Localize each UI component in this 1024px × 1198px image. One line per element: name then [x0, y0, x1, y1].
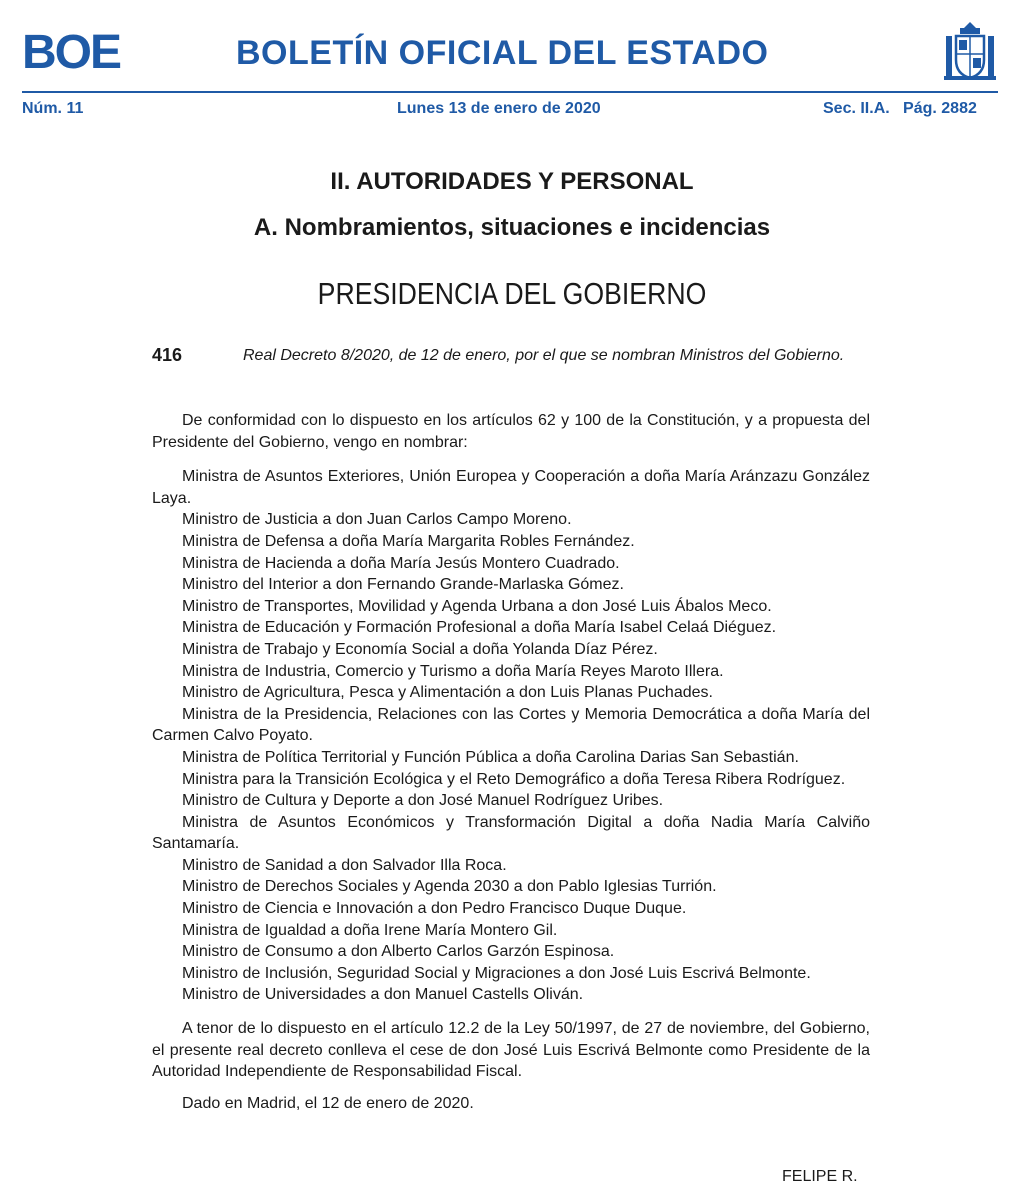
decree-title: Real Decreto 8/2020, de 12 de enero, por el que se nombran Ministros del Gobierno. — [243, 347, 845, 364]
appointment-item: Ministro de Justicia a don Juan Carlos Campo Moreno. — [182, 511, 572, 529]
appointment-item: Ministro de Ciencia e Innovación a don Pedro Francisco Duque Duque. — [182, 900, 687, 918]
appointment-item: Ministro de Derechos Sociales y Agenda 2030 a don Pablo Iglesias Turrión. — [182, 878, 717, 896]
section-title: II. AUTORIDADES Y PERSONAL — [330, 168, 694, 195]
appointment-item: Ministra de Hacienda a doña María Jesús Montero Cuadrado. — [182, 554, 620, 572]
coat-of-arms-icon — [940, 18, 1000, 84]
issue-date: Lunes 13 de enero de 2020 — [397, 100, 601, 117]
appointment-item: Ministro de Universidades a don Manuel Castells Oliván. — [182, 986, 584, 1004]
appointment-item: Ministro de Agricultura, Pesca y Alimentación a don Luis Planas Puchades. — [182, 684, 713, 702]
appointments-list — [152, 466, 870, 1006]
logo-text: BOE — [22, 26, 121, 76]
appointment-item: Ministra de Asuntos Económicos y Transformación Digital a doña Nadia María Calviño Santamaría. — [152, 813, 870, 853]
signed-at: Dado en Madrid, el 12 de enero de 2020. — [182, 1094, 474, 1112]
appointment-item: Ministra de Asuntos Exteriores, Unión Europea y Cooperación a doña María Aránzazu González Laya. — [152, 468, 870, 507]
appointment-item: Ministra para la Transición Ecológica y el Reto Demográfico a doña Teresa Ribera Rodríguez. — [182, 770, 846, 788]
appointment-item: Ministro del Interior a don Fernando Grande-Marlaska Gómez. — [182, 576, 624, 594]
document-body — [152, 410, 870, 1114]
appointment-item: Ministra de Igualdad a doña Irene María Montero Gil. — [182, 921, 558, 939]
intro-paragraph: De conformidad con lo dispuesto en los artículos 62 y 100 de la Constitución, y a propuesta del Presidente del Gobierno, vengo en nombrar: — [152, 412, 870, 451]
appointment-item: Ministra de la Presidencia, Relaciones con las Cortes y Memoria Democrática a doña María del Carmen Calvo Poyato. — [152, 705, 870, 745]
masthead-title: BOLETÍN OFICIAL DEL ESTADO — [236, 34, 769, 72]
appointment-item: Ministra de Defensa a doña María Margarita Robles Fernández. — [182, 532, 635, 550]
appointment-item: Ministro de Sanidad a don Salvador Illa Roca. — [182, 856, 507, 874]
subsection-title: A. Nombramientos, situaciones e incidencias — [253, 214, 771, 241]
header-rule — [22, 91, 998, 93]
appointment-item: Ministra de Educación y Formación Profesional a doña María Isabel Celaá Diéguez. — [182, 619, 777, 637]
appointment-item: Ministro de Consumo a don Alberto Carlos Garzón Espinosa. — [182, 943, 615, 961]
appointment-item: Ministra de Política Territorial y Función Pública a doña Carolina Darias San Sebastián. — [182, 748, 799, 766]
appointment-item: Ministra de Industria, Comercio y Turismo a doña María Reyes Maroto Illera. — [182, 662, 724, 680]
document-number: 416 — [152, 345, 183, 365]
appointment-item: Ministra de Trabajo y Economía Social a doña Yolanda Díaz Pérez. — [182, 640, 658, 658]
closing-paragraph: A tenor de lo dispuesto en el artículo 12.2 de la Ley 50/1997, de 27 de noviembre, del Gobierno, el presente real decreto conlleva el cese de don José Luis Escrivá Belmonte como Presidente de la Autoridad Independiente de Responsabilidad Fiscal. — [152, 1020, 870, 1081]
signature: FELIPE R. — [782, 1168, 858, 1185]
department-title: PRESIDENCIA DEL GOBIERNO — [317, 276, 707, 311]
appointment-item: Ministro de Cultura y Deporte a don José Manuel Rodríguez Uribes. — [182, 792, 664, 810]
appointment-item: Ministro de Inclusión, Seguridad Social y Migraciones a don José Luis Escrivá Belmonte. — [182, 964, 811, 982]
section-page: Sec. II.A. Pág. 2882 — [823, 100, 977, 117]
issue-number: Núm. 11 — [22, 100, 84, 117]
appointment-item: Ministro de Transportes, Movilidad y Agenda Urbana a don José Luis Ábalos Meco. — [182, 597, 772, 615]
boe-logo — [22, 26, 134, 76]
